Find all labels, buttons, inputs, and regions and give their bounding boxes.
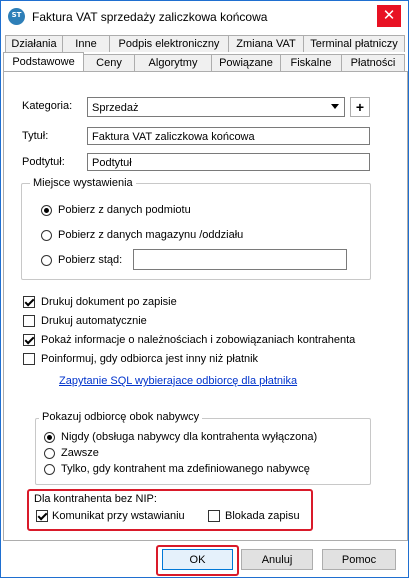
radio-pobierz-podmiot[interactable]: [41, 205, 52, 216]
check-blokada-label: Blokada zapisu: [225, 510, 300, 522]
window-title: Faktura VAT sprzedaży zaliczkowa końcowa: [32, 10, 268, 24]
check-drukuj-automatycznie[interactable]: [23, 315, 35, 327]
kategoria-label: Kategoria:: [22, 100, 73, 112]
tab-ceny[interactable]: Ceny: [83, 54, 135, 71]
check-poinformuj-label: Poinformuj, gdy odbiorca jest inny niż płatnik: [41, 353, 259, 365]
radio-pobierz-stad-label: Pobierz stąd:: [58, 254, 123, 266]
radio-pobierz-stad[interactable]: [41, 255, 52, 266]
check-poinformuj[interactable]: [23, 353, 35, 365]
podtytul-label: Podtytuł:: [22, 156, 65, 168]
help-button[interactable]: Pomoc: [322, 549, 396, 570]
stad-input[interactable]: [133, 249, 347, 270]
tab-fiskalne[interactable]: Fiskalne: [280, 54, 342, 71]
tab-podpis-elektroniczny[interactable]: Podpis elektroniczny: [109, 35, 229, 52]
radio-zawsze[interactable]: [44, 448, 55, 459]
radio-tylko-gdy-label: Tylko, gdy kontrahent ma zdefiniowanego nabywcę: [61, 463, 310, 475]
odbiorca-title: Pokazuj odbiorcę obok nabywcy: [39, 411, 202, 423]
close-icon[interactable]: ✕: [377, 5, 401, 27]
check-pokaz-naleznosci[interactable]: [23, 334, 35, 346]
radio-tylko-gdy[interactable]: [44, 464, 55, 475]
kategoria-value: Sprzedaż: [92, 102, 139, 114]
tab-powiazane[interactable]: Powiązane: [211, 54, 281, 71]
tab-zmiana-vat[interactable]: Zmiana VAT: [228, 35, 304, 52]
app-logo-text: ST: [11, 11, 22, 19]
check-drukuj-po-zapisie[interactable]: [23, 296, 35, 308]
check-komunikat-label: Komunikat przy wstawianiu: [52, 510, 185, 522]
nip-title: Dla kontrahenta bez NIP:: [34, 493, 157, 505]
ok-button[interactable]: OK: [162, 549, 233, 570]
cancel-button[interactable]: Anuluj: [241, 549, 313, 570]
radio-zawsze-label: Zawsze: [61, 447, 99, 459]
podtytul-field[interactable]: Podtytuł: [87, 153, 370, 171]
check-pokaz-naleznosci-label: Pokaż informacje o należnościach i zobowiązaniach kontrahenta: [41, 334, 356, 346]
radio-pobierz-podmiot-label: Pobierz z danych podmiotu: [58, 204, 191, 216]
title-bar: [1, 1, 408, 31]
app-logo-icon: [8, 8, 25, 25]
kategoria-select[interactable]: [87, 97, 345, 117]
tab-dzialania[interactable]: Działania: [5, 35, 63, 52]
radio-nigdy[interactable]: [44, 432, 55, 443]
check-drukuj-po-zapisie-label: Drukuj dokument po zapisie: [41, 296, 177, 308]
radio-pobierz-magazyn[interactable]: [41, 230, 52, 241]
radio-nigdy-label: Nigdy (obsługa nabywcy dla kontrahenta wyłączona): [61, 431, 318, 443]
sql-link[interactable]: Zapytanie SQL wybierajace odbiorcę dla płatnika: [59, 375, 298, 387]
check-komunikat[interactable]: [36, 510, 48, 522]
tytul-field[interactable]: Faktura VAT zaliczkowa końcowa: [87, 127, 370, 145]
miejsce-wystawienia-title: Miejsce wystawienia: [30, 177, 136, 189]
tab-algorytmy[interactable]: Algorytmy: [134, 54, 212, 71]
tab-platnosci[interactable]: Płatności: [341, 54, 405, 71]
add-category-button[interactable]: [350, 97, 370, 117]
chevron-down-icon: [331, 104, 339, 109]
check-drukuj-automatycznie-label: Drukuj automatycznie: [41, 315, 147, 327]
plus-icon: +: [355, 99, 365, 115]
tytul-label: Tytuł:: [22, 130, 49, 142]
tab-podstawowe[interactable]: Podstawowe: [3, 52, 84, 71]
tab-inne[interactable]: Inne: [62, 35, 110, 52]
radio-pobierz-magazyn-label: Pobierz z danych magazynu /oddziału: [58, 229, 244, 241]
tab-terminal-platniczy[interactable]: Terminal płatniczy: [303, 35, 405, 52]
check-blokada[interactable]: [208, 510, 220, 522]
